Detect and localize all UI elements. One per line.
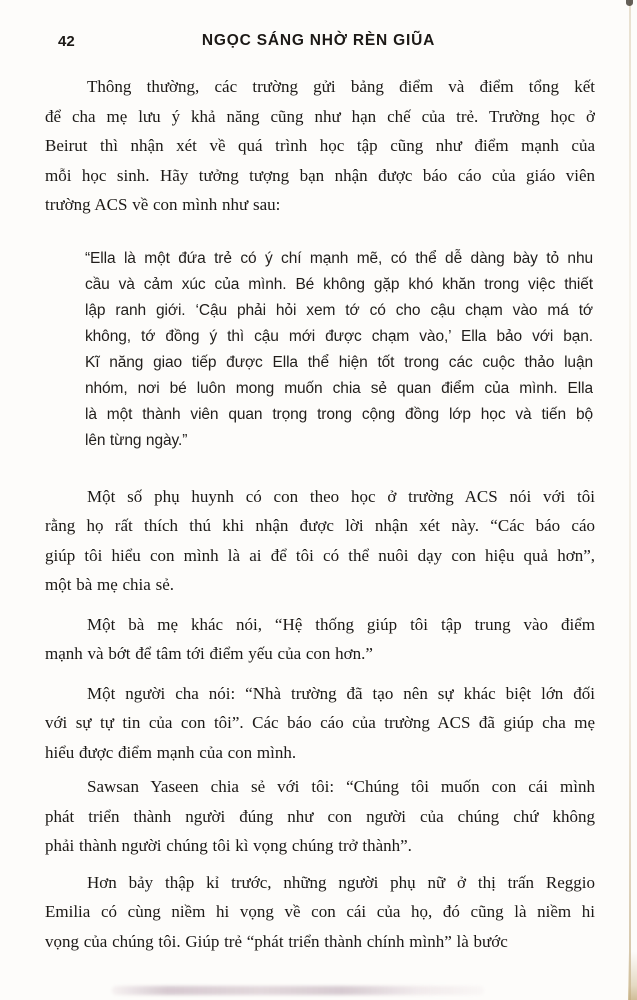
text-line: phải thành người chúng tôi kì vọng chúng trở thành”. xyxy=(45,836,412,855)
text-line: không, tớ đồng ý thì cậu mới được chạm vào,’ Ella bảo với bạn. xyxy=(85,327,593,345)
text-line: Thông thường, các trường gửi bảng điểm và điểm tổng kết xyxy=(87,77,595,96)
text-line: lập ranh giới. ‘Cậu phải hỏi xem tớ có cho cậu chạm vào má tớ xyxy=(85,301,593,319)
paragraph-intro xyxy=(45,72,595,220)
text-line: Emilia có cùng niềm hi vọng về con cái của họ, đó cũng là niềm hi xyxy=(45,902,595,921)
paragraph-parents-feedback xyxy=(45,482,595,600)
text-line: Sawsan Yaseen chia sẻ với tôi: “Chúng tôi muốn con cái mình xyxy=(87,777,595,796)
text-line: Một số phụ huynh có con theo học ở trường ACS nói với tôi xyxy=(87,486,595,506)
scan-page-edge-line xyxy=(629,0,631,1000)
text-line: mạnh và bớt để tâm tới điểm yếu của con hơn.” xyxy=(45,644,373,663)
text-line: giúp tôi hiểu con mình là ai để tôi có thể nuôi dạy con hiệu quả hơn”, xyxy=(45,545,595,565)
text-line: Kĩ năng giao tiếp được Ella thể hiện tốt trong các cuộc thảo luận xyxy=(85,353,593,371)
text-line: “Ella là một đứa trẻ có ý chí mạnh mẽ, có thể dễ dàng bày tỏ nhu xyxy=(85,249,593,267)
teacher-report-blockquote xyxy=(85,246,593,454)
text-line: Một bà mẹ khác nói, “Hệ thống giúp tôi tập trung vào điểm xyxy=(87,614,595,634)
paragraph-father-quote xyxy=(45,679,595,768)
running-title: NGỌC SÁNG NHỜ RÈN GIŨA xyxy=(201,32,436,49)
text-line: với sự tự tin của con tôi”. Các báo cáo của trường ACS đã giúp cha mẹ xyxy=(45,713,595,732)
text-line: là một thành viên quan trọng trong cộng đồng lớp học và tiến bộ xyxy=(85,405,593,423)
text-line: để cha mẹ lưu ý khả năng cũng như hạn chế của trẻ. Trường học ở xyxy=(45,106,595,126)
text-line: lên từng ngày.” xyxy=(85,431,188,449)
text-line: phát triển thành người đúng như con người của chúng chứ không xyxy=(45,806,595,826)
text-line: rằng họ rất thích thú khi nhận được lời nhận xét này. “Các báo cáo xyxy=(45,516,595,535)
scan-page-edge-shadow xyxy=(628,952,637,1000)
paragraph-mother-quote xyxy=(45,610,595,669)
page-number: 42 xyxy=(58,33,75,50)
text-line: một bà mẹ chia sẻ. xyxy=(45,575,174,594)
scan-corner-speck xyxy=(626,0,633,6)
scan-bottom-smudge xyxy=(112,986,484,995)
running-head xyxy=(0,32,637,54)
text-line: Một người cha nói: “Nhà trường đã tạo nên sự khác biệt lớn đối xyxy=(87,683,595,703)
text-line: hiểu được điểm mạnh của con mình. xyxy=(45,742,297,762)
paragraph-sawsan-quote xyxy=(45,772,595,861)
text-line: Hơn bảy thập kỉ trước, những người phụ nữ ở thị trấn Reggio xyxy=(87,872,595,892)
text-line: trường ACS về con mình như sau: xyxy=(45,195,281,214)
text-line: cầu và cảm xúc của mình. Bé không gặp khó khăn trong việc thiết xyxy=(85,275,593,293)
text-line: vọng của chúng tôi. Giúp trẻ “phát triển thành chính mình” là bước xyxy=(45,931,508,951)
paragraph-reggio-emilia xyxy=(45,868,595,957)
text-line: nhóm, nơi bé luôn mong muốn chia sẻ quan điểm của mình. Ella xyxy=(85,379,593,397)
text-line: mỗi học sinh. Hãy tưởng tượng bạn nhận được báo cáo của giáo viên xyxy=(45,165,595,185)
text-line: Beirut thì nhận xét về quá trình học tập cũng như điểm mạnh của xyxy=(45,136,595,155)
page-body-text xyxy=(45,72,595,956)
